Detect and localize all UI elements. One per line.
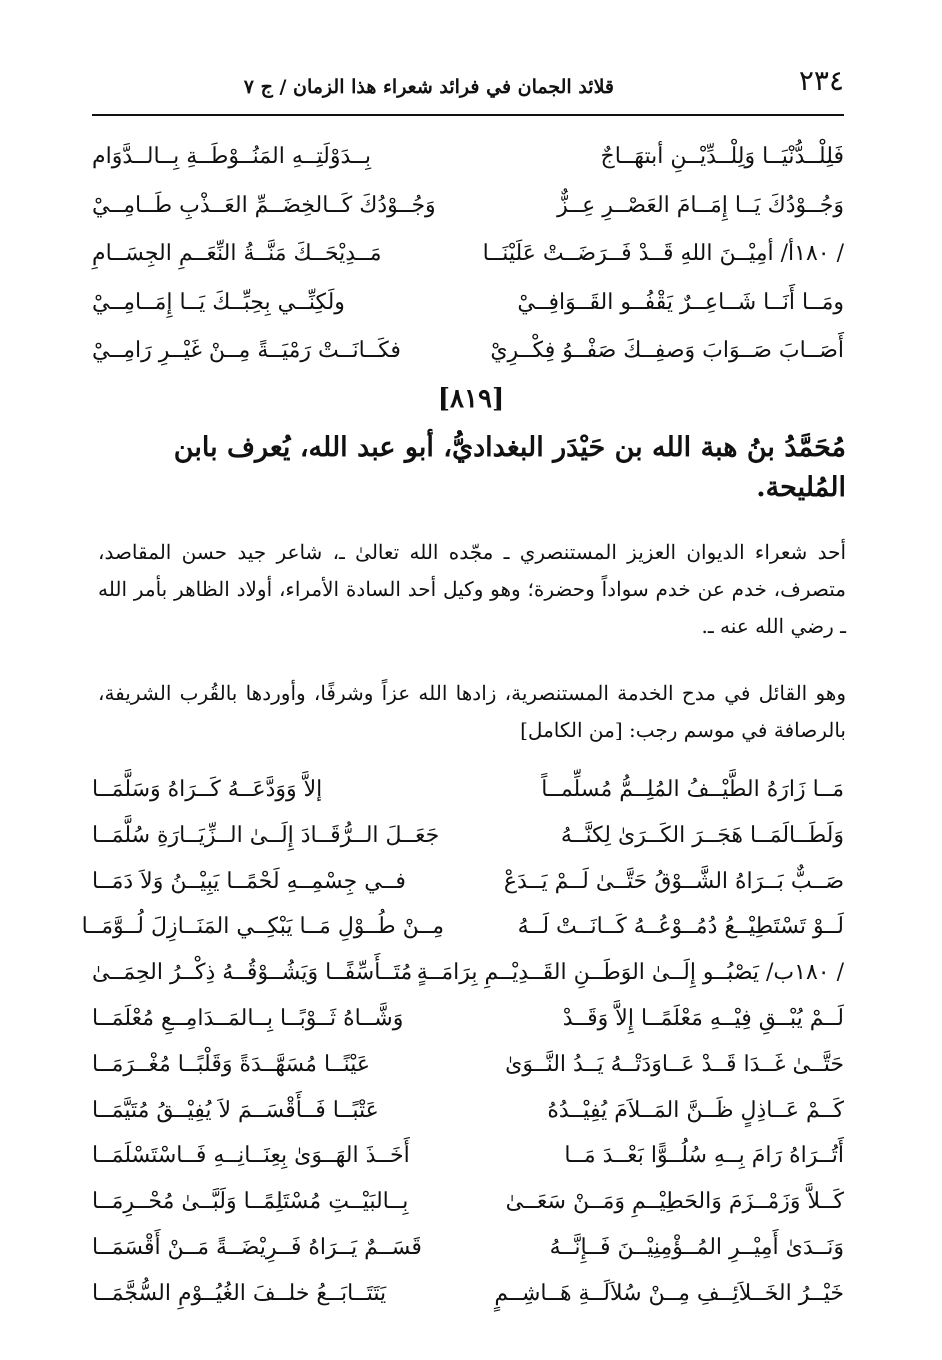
verse-line xyxy=(92,956,844,1002)
first-hemistich: ومَــا أَنَــا شَــاعِــرٌ يَقْفُــو القَــوَافِــيْ xyxy=(517,289,844,315)
first-hemistich: كَــمْ عَــاذِلٍ ظَــنَّ المَــلاَمَ يُفِيْــدُهُ xyxy=(547,1097,844,1123)
second-hemistich: مُتَــأَسِّفًــا وَيَشُــوْقُــهُ ذِكْــرُ الحِمَــىٰ xyxy=(92,960,413,986)
first-hemistich: / ١٨٠ب/ يَصْبُــو إِلَــىٰ الوَطَــنِ القَــدِيْــمِ بِرَامَــةٍ xyxy=(416,960,844,986)
second-hemistich: عَتْبًــا فَــأَقْسَــمَ لاَ يُفِيْــقُ مُتَيَّمَــا xyxy=(92,1097,379,1123)
second-hemistich: بِــالبَيْــتِ مُسْتَلِمًــا وَلَبَّــىٰ مُحْــرِمَــا xyxy=(92,1189,409,1215)
first-hemistich: مَــا زَارَهُ الطَّيْــفُ المُلِــمُّ مُسلِّمــاً xyxy=(541,777,844,802)
page-header xyxy=(92,58,844,116)
poem-kamil xyxy=(81,773,844,1323)
first-hemistich: لَــمْ يُبْــقِ فِيْــهِ مَعْلَمًــا إِلاَّ وَقَــدْ xyxy=(562,1005,844,1031)
verse-line xyxy=(92,1277,844,1323)
page-number: ٢٣٤ xyxy=(798,64,844,97)
second-hemistich: وَشَّــاهُ ثَــوْبًــا بِــالمَــدَامِــعِ مُعْلَمَــا xyxy=(92,1005,404,1031)
first-hemistich: أَصَــابَ صَــوَابَ وَصفِــكَ صَفْــوُ فِكْــرِيْ xyxy=(490,338,844,363)
first-hemistich: وَلَطَــالَمَــا هَجَــرَ الكَــرَىٰ لِكنَّــهُ xyxy=(560,822,844,848)
entry-title: مُحَمَّدُ بنُ هبة الله بن حَيْدَر البغداديُّ، أبو عبد الله، يُعرف بابن المُليحة. xyxy=(173,432,846,503)
verse-line xyxy=(92,865,844,911)
first-hemistich: / ١٨٠أ/ أمِيْــنَ اللهِ قَــدْ فَــرَضَــتْ عَلَيْنَــا xyxy=(482,241,844,266)
second-hemistich: فكَــانَــتْ رَمْيَــةً مِــنْ غَيْــرِ رَامِــيْ xyxy=(92,338,401,363)
verse-line xyxy=(81,910,844,956)
verse-line xyxy=(92,1185,844,1231)
verse-line xyxy=(92,1002,844,1048)
second-hemistich: يَتَتَــابَــعُ خلــفَ الغُيُــوْمِ السُّجَّمَــا xyxy=(92,1280,387,1306)
first-hemistich: فَلِلْــدُّنْيَــا وَلِلْــدِّيْــنِ أبتهَــاجٌ xyxy=(600,144,844,169)
verse-line xyxy=(92,237,844,286)
second-hemistich: قَسَــمٌ يَــرَاهُ فَــرِيْضَــةً مَــنْ أَقْسَمَــا xyxy=(92,1234,422,1260)
verse-line xyxy=(92,1048,844,1094)
verse-line xyxy=(92,819,844,865)
second-hemistich: أَخَــذَ الهَــوَىٰ بِعِنَــانِــهِ فَــاسْتَسْلَمَــا xyxy=(92,1143,410,1169)
second-hemistich: إلاَّ وَوَدَّعَــهُ كَــرَاهُ وَسَلَّمَــا xyxy=(92,777,323,802)
verse-line xyxy=(92,334,844,383)
first-hemistich: خَيْــرُ الخَــلاَئِــفِ مِــنْ سُلاَلَــةِ هَــاشِــمٍ xyxy=(494,1280,844,1306)
verse-line xyxy=(92,286,844,335)
second-hemistich: جَعَــلَ الــرُّقَــادَ إِلَــىٰ الــزِّيَــارَةِ سُلَّمَــا xyxy=(92,822,440,848)
biography-paragraph: أحد شعراء الديوان العزيز المستنصري ـ مجّده الله تعالىٰ ـ، شاعر جيد حسن المقاصد، متصرف، خدم عن خدم سواداً وحضرة؛ وهو وكيل أحد السادة الأمراء، أولاد الظاهر بأمر الله ـ رضي الله عنه ـ. xyxy=(98,540,846,638)
first-hemistich: كَــلاَّ وَزَمْــزَمَ وَالحَطِيْــمِ وَمَــنْ سَعَــىٰ xyxy=(505,1189,844,1215)
first-hemistich: وَنَــدَىٰ أَمِيْــرِ المُــؤْمِنِيْــنَ فَــإِنَّــهُ xyxy=(549,1234,844,1260)
second-hemistich: ولَكِنِّــي بِحِبِّــكَ يَــا إِمَــامِــيْ xyxy=(92,289,345,315)
first-hemistich: صَــبٌّ بَــرَاهُ الشَّــوْقُ حَتَّــىٰ لَــمْ يَــدَعْ xyxy=(503,868,844,894)
first-hemistich: لَــوْ تَسْتَطِيْــعُ دُمُــوْعُــهُ كَــانَــتْ لَــهُ xyxy=(517,914,844,940)
verse-line xyxy=(92,773,844,819)
first-hemistich: أَتُــرَاهُ رَامَ بِــهِ سُلُــوًّا بَعْــدَ مَــا xyxy=(564,1143,844,1169)
second-hemistich: عَيْنًــا مُسَهَّــدَةً وَقَلْبًــا مُغْــرَمَــا xyxy=(92,1051,370,1077)
verse-line xyxy=(92,1139,844,1185)
first-hemistich: حَتَّــىٰ غَــدَا قَــدْ عَــاوَدَتْــهُ يَــدُ النَّــوَىٰ xyxy=(505,1051,844,1077)
second-hemistich: بِــدَوْلَتِــهِ المَنُــوْطَــةِ بِــالــدَّوَام xyxy=(92,144,372,169)
second-hemistich: فــي جِسْمِــهِ لَحْمًــا يَبِيْــنُ وَلاَ دَمَــا xyxy=(92,868,406,894)
entry-number: [٨١٩] xyxy=(437,384,505,414)
verse-line xyxy=(92,189,844,238)
poem-continuation xyxy=(92,140,844,383)
second-hemistich: مِــنْ طُــوْلِ مَــا يَبْكِــي المَنَــازِلَ لُــوَّمَــا xyxy=(81,914,444,940)
verse-line xyxy=(92,1094,844,1140)
second-hemistich: وَجُــوْدُكَ كَــالخِضَــمِّ العَــذْبِ طَــامِــيْ xyxy=(92,192,436,218)
second-hemistich: مَــدِيْحَــكَ مَنَّــةُ النِّعَــمِ الجِسَــامِ xyxy=(92,241,382,266)
first-hemistich: وَجُــوْدُكَ يَــا إِمَــامَ العَصْــرِ عِــزٌّ xyxy=(557,192,844,218)
verse-line xyxy=(92,1231,844,1277)
running-title: قلائد الجمان في فرائد شعراء هذا الزمان / ج ٧ xyxy=(243,76,614,98)
poem-intro-paragraph: وهو القائل في مدح الخدمة المستنصرية، زادها الله عزاً وشرفًا، وأوردها بالقُرب الشريفة، بالرصافة في موسم رجب: [من الكامل] xyxy=(98,681,846,742)
verse-line xyxy=(92,140,844,189)
